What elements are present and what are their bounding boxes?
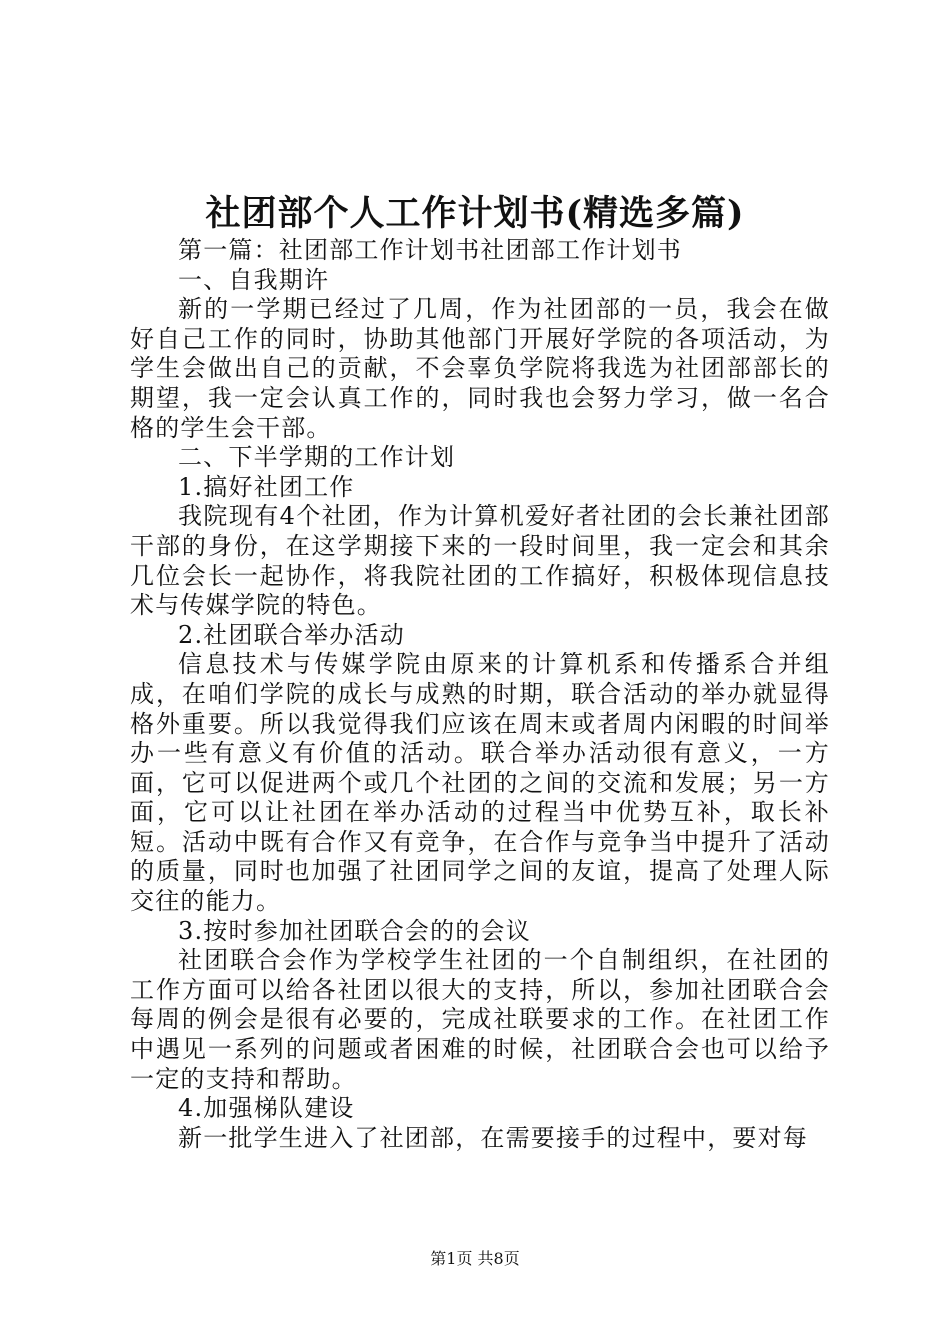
paragraph: 新的一学期已经过了几周，作为社团部的一员，我会在做好自己工作的同时，协助其他部门开展好学院的各项活动，为学生会做出自己的贡献，不会辜负学院将我选为社团部部长的期望，我一定会认真工作的，同时我也会努力学习，做一名合格的学生会干部。 [130, 295, 830, 442]
page-footer: 第1页 共8页 [430, 1249, 520, 1268]
paragraph-subheading: 2.社团联合举办活动 [178, 620, 405, 649]
document-body [130, 236, 830, 1153]
document-title: 社团部个人工作计划书(精选多篇) [205, 193, 745, 234]
paragraph-section-heading: 二、下半学期的工作计划 [178, 443, 456, 472]
paragraph-chapter-heading: 第一篇：社团部工作计划书社团部工作计划书 [178, 236, 682, 264]
paragraph: 信息技术与传媒学院由原来的计算机系和传播系合并组成，在咱们学院的成长与成熟的时期，联合活动的举办就显得格外重要。所以我觉得我们应该在周末或者周内闲暇的时间举办一些有意义有价值的活动。联合举办活动很有意义，一方面，它可以促进两个或几个社团的之间的交流和发展；另一方面，它可以让社团在举办活动的过程当中优势互补，取长补短。活动中既有合作又有竞争，在合作与竞争当中提升了活动的质量，同时也加强了社团同学之间的友谊，提高了处理人际交往的能力。 [130, 650, 830, 916]
paragraph: 我院现有4个社团，作为计算机爱好者社团的会长兼社团部干部的身份，在这学期接下来的一段时间里，我一定会和其余几位会长一起协作，将我院社团的工作搞好，积极体现信息技术与传媒学院的特色。 [130, 502, 830, 620]
paragraph-subheading: 3.按时参加社团联合会的的会议 [178, 916, 531, 945]
paragraph-section-heading: 一、自我期许 [178, 265, 330, 294]
paragraph-subheading: 4.加强梯队建设 [178, 1094, 355, 1123]
paragraph-subheading: 1.搞好社团工作 [178, 472, 355, 501]
paragraph: 新一批学生进入了社团部，在需要接手的过程中，要对每 [178, 1123, 808, 1152]
paragraph: 社团联合会作为学校学生社团的一个自制组织，在社团的工作方面可以给各社团以很大的支持，所以，参加社团联合会每周的例会是很有必要的，完成社联要求的工作。在社团工作中遇见一系列的问题或者困难的时候，社团联合会也可以给予一定的支持和帮助。 [130, 946, 830, 1093]
